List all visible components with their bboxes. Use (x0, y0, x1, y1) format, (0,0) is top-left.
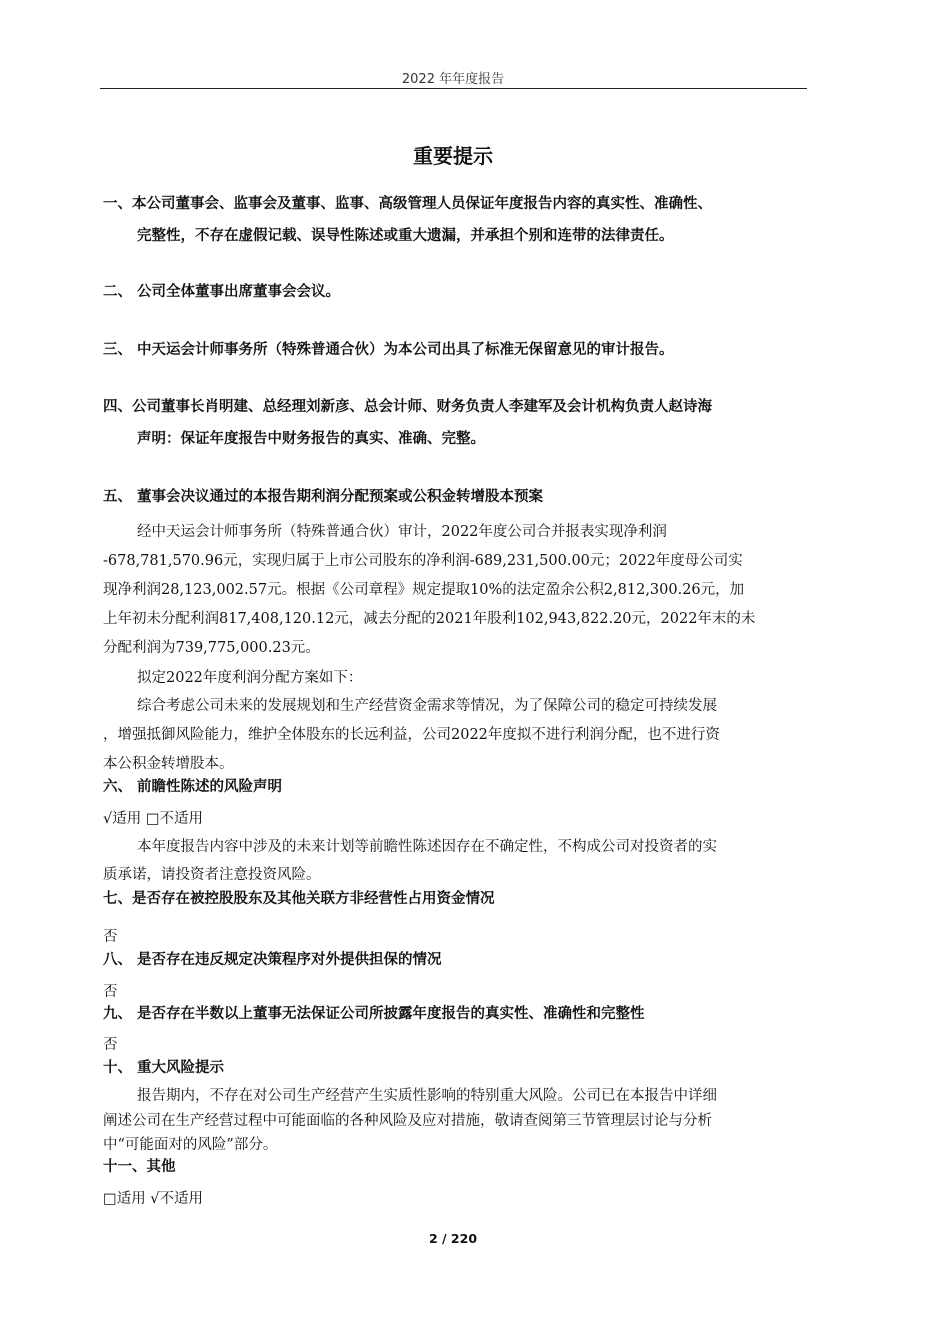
section-5-heading: 五、 董事会决议通过的本报告期利润分配预案或公积金转增股本预案 (103, 489, 544, 505)
page-number: 2 / 220 (428, 1231, 478, 1246)
section-6-heading: 六、 前瞻性陈述的风险声明 (103, 779, 283, 795)
section-8-heading: 八、 是否存在违反规定决策程序对外提供担保的情况 (103, 952, 442, 968)
section-5-p1-line-5: 分配利润为739,775,000.23元。 (103, 640, 320, 656)
section-4-line-2: 声明：保证年度报告中财务报告的真实、准确、完整。 (137, 431, 485, 447)
section-7-answer: 否 (103, 929, 118, 945)
section-6-options: √适用 □不适用 (103, 811, 204, 827)
section-5-p1-line-2: -678,781,570.96元，实现归属于上市公司股东的净利润-689,231,500.00元；2022年度母公司实 (103, 553, 743, 569)
section-6-p-line-2: 质承诺，请投资者注意投资风险。 (103, 867, 321, 883)
section-10-heading: 十、 重大风险提示 (103, 1060, 225, 1076)
section-6-p-line-1: 本年度报告内容中涉及的未来计划等前瞻性陈述因存在不确定性，不构成公司对投资者的实 (137, 839, 717, 855)
section-3: 三、 中天运会计师事务所（特殊普通合伙）为本公司出具了标准无保留意见的审计报告。 (103, 342, 674, 358)
section-4-line-1: 四、公司董事长肖明建、总经理刘新彦、总会计师、财务负责人李建军及会计机构负责人赵诗海 (103, 399, 712, 415)
section-7-heading: 七、是否存在被控股股东及其他关联方非经营性占用资金情况 (103, 891, 495, 907)
section-1-line-1: 一、本公司董事会、监事会及董事、监事、高级管理人员保证年度报告内容的真实性、准确性、 (103, 196, 712, 212)
header-rule (100, 88, 807, 89)
section-1-line-2: 完整性，不存在虚假记载、误导性陈述或重大遗漏，并承担个别和连带的法律责任。 (137, 228, 674, 244)
section-10-p-line-3: 中“可能面对的风险”部分。 (103, 1137, 278, 1153)
section-5-p3-line-2: ，增强抵御风险能力，维护全体股东的长远利益，公司2022年度拟不进行利润分配，也不进行资 (103, 727, 720, 743)
section-2: 二、 公司全体董事出席董事会会议。 (103, 284, 341, 300)
section-5-p1-line-4: 上年初未分配利润817,408,120.12元，减去分配的2021年股利102,943,822.20元，2022年末的未 (103, 611, 756, 627)
section-9-heading: 九、 是否存在半数以上董事无法保证公司所披露年度报告的真实性、准确性和完整性 (103, 1006, 645, 1022)
section-10-p-line-1: 报告期内，不存在对公司生产经营产生实质性影响的特别重大风险。公司已在本报告中详细 (137, 1088, 717, 1104)
section-11-heading: 十一、其他 (103, 1159, 176, 1175)
section-9-answer: 否 (103, 1037, 118, 1053)
section-8-answer: 否 (103, 984, 118, 1000)
section-10-p-line-2: 阐述公司在生产经营过程中可能面临的各种风险及应对措施，敬请查阅第三节管理层讨论与分析 (103, 1113, 712, 1129)
page-header: 2022 年年度报告 (401, 72, 505, 87)
section-5-p2: 拟定2022年度利润分配方案如下： (137, 670, 363, 686)
section-5-p3-line-1: 综合考虑公司未来的发展规划和生产经营资金需求等情况，为了保障公司的稳定可持续发展 (137, 698, 717, 714)
section-11-options: □适用 √不适用 (103, 1191, 204, 1207)
section-5-p1-line-3: 现净利润28,123,002.57元。根据《公司章程》规定提取10%的法定盈余公积2,812,300.26元，加 (103, 582, 745, 598)
page-title: 重要提示 (413, 144, 493, 168)
section-5-p3-line-3: 本公积金转增股本。 (103, 756, 234, 772)
section-5-p1-line-1: 经中天运会计师事务所（特殊普通合伙）审计，2022年度公司合并报表实现净利润 (137, 524, 667, 540)
